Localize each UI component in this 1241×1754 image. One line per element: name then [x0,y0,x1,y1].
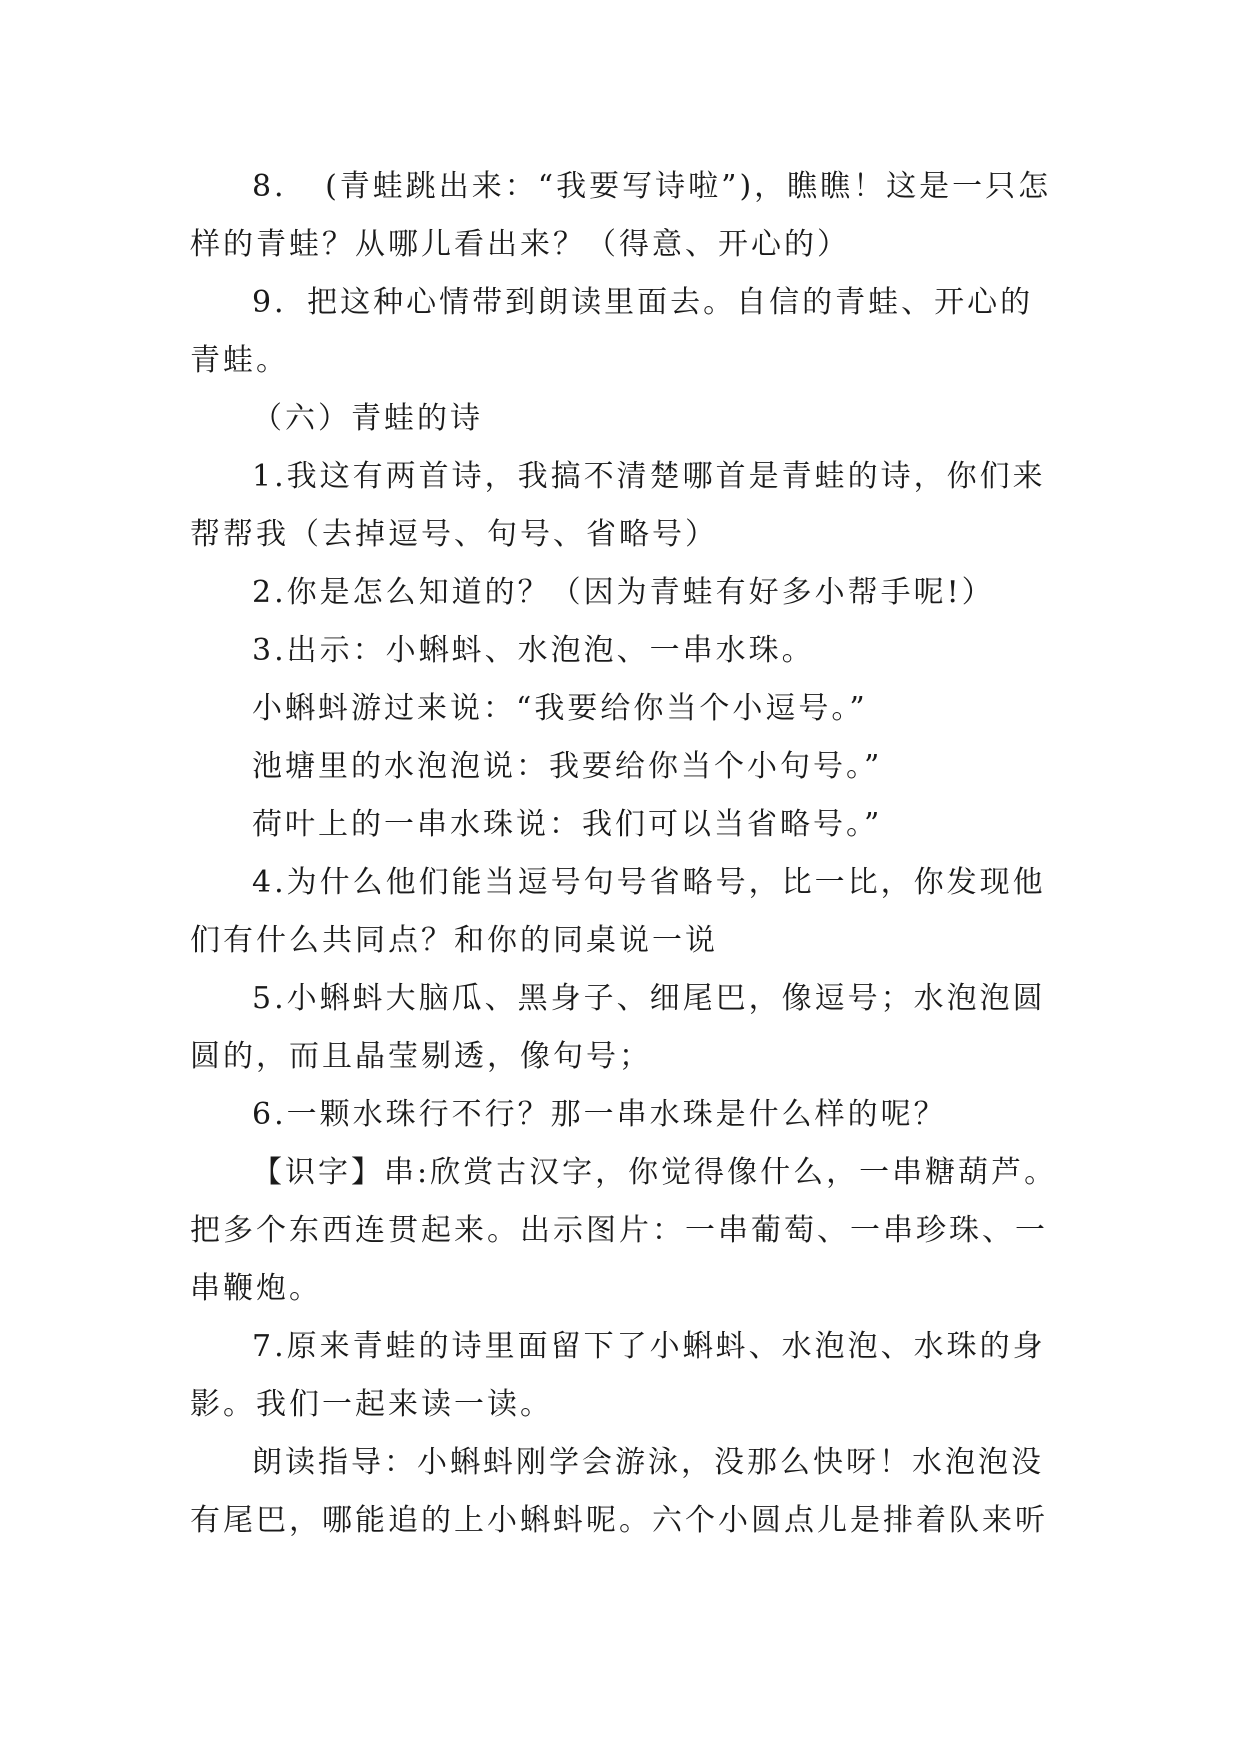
paragraph-item-5: 5.小蝌蚪大脑瓜、黑身子、细尾巴，像逗号；水泡泡圆圆的，而且晶莹剔透，像句号； [190,981,1046,1074]
paragraph-item-8: 8． (青蛙跳出来：“我要写诗啦”)，瞧瞧！这是一只怎样的青蛙？从哪儿看出来？（得意、开心的） [190,169,1052,262]
poem-line-tadpole: 小蝌蚪游过来说：“我要给你当个小逗号。” [252,691,868,726]
poem-line-bubble: 池塘里的水泡泡说：我要给你当个小句号。” [252,749,883,784]
paragraph-literacy: 【识字】串:欣赏古汉字，你觉得像什么，一串糖葫芦。把多个东西连贯起来。出示图片：一串葡萄、一串珍珠、一串鞭炮。 [190,1155,1058,1306]
document-body [190,158,1060,1550]
paragraph-item-2: 2.你是怎么知道的？（因为青蛙有好多小帮手呢!） [252,575,995,610]
paragraph-item-6: 6.一颗水珠行不行？那一串水珠是什么样的呢？ [252,1097,947,1132]
poem-line-waterdrops: 荷叶上的一串水珠说：我们可以当省略号。” [252,807,883,842]
paragraph-item-7: 7.原来青蛙的诗里面留下了小蝌蚪、水泡泡、水珠的身影。我们一起来读一读。 [190,1329,1046,1422]
section-heading: （六）青蛙的诗 [252,401,483,436]
paragraph-item-4: 4.为什么他们能当逗号句号省略号，比一比，你发现他们有什么共同点？和你的同桌说一说 [190,865,1046,958]
paragraph-item-9: 9．把这种心情带到朗读里面去。自信的青蛙、开心的青蛙。 [190,285,1034,378]
paragraph-reading-guide: 朗读指导：小蝌蚪刚学会游泳，没那么快呀！水泡泡没有尾巴，哪能追的上小蝌蚪呢。六个小圆点儿是排着队来听 [190,1445,1048,1538]
paragraph-item-3: 3.出示：小蝌蚪、水泡泡、一串水珠。 [252,633,815,668]
paragraph-item-1: 1.我这有两首诗，我搞不清楚哪首是青蛙的诗，你们来帮帮我（去掉逗号、句号、省略号） [190,459,1046,552]
